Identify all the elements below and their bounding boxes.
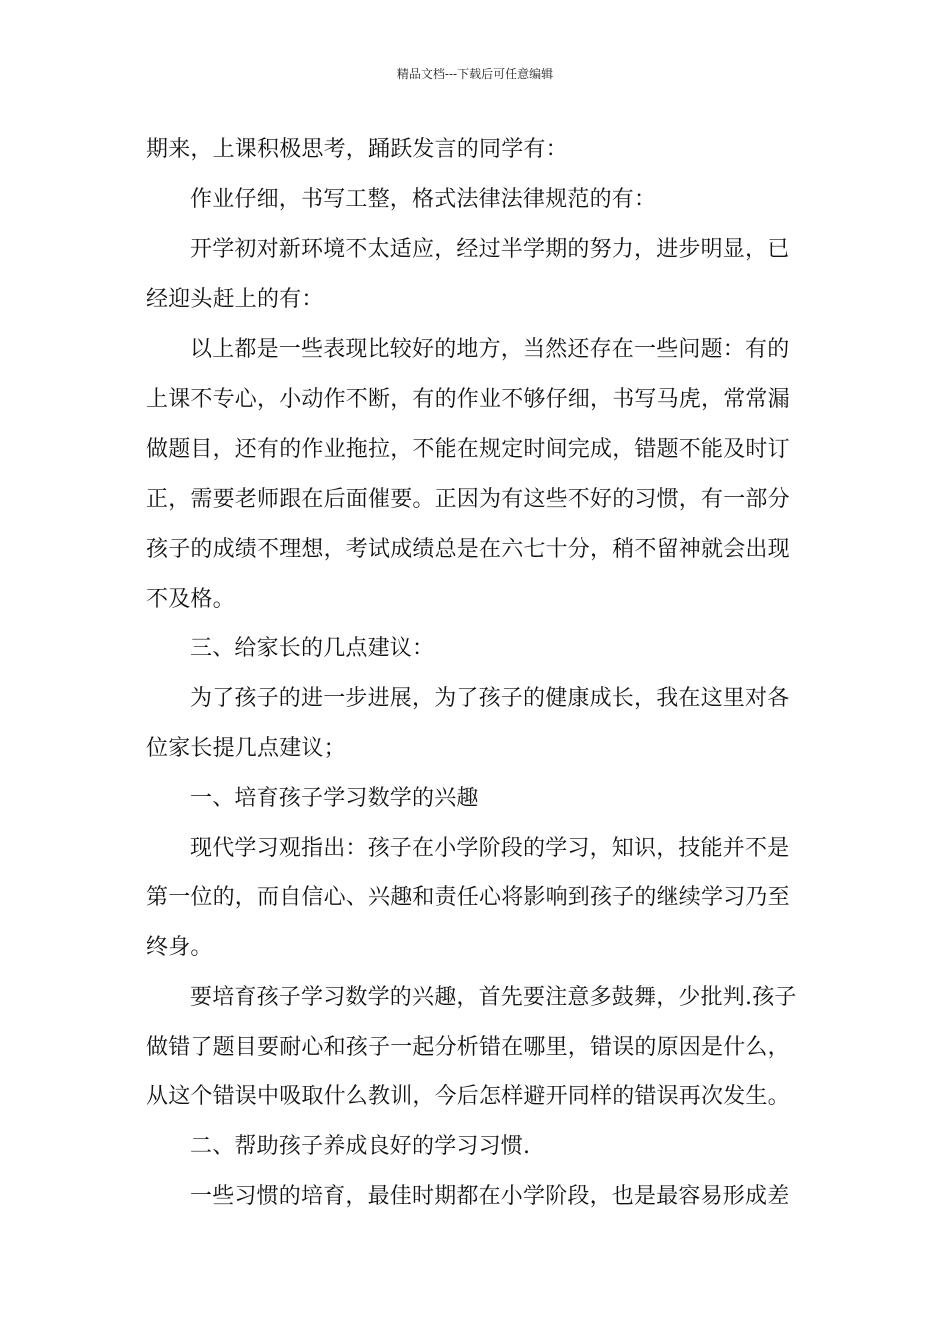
text-line: 做错了题目要耐心和孩子一起分析错在哪里，错误的原因是什么，: [146, 1035, 790, 1060]
text-line: 做题目，还有的作业拖拉，不能在规定时间完成，错题不能及时订: [146, 437, 790, 462]
text-line: 经迎头赶上的有：: [146, 287, 324, 312]
text-line: 期来，上课积极思考，踊跃发言的同学有：: [146, 137, 568, 162]
page-header: 精品文档---下载后可任意编辑: [396, 67, 554, 81]
text-line: 作业仔细，书写工整，格式法律法律规范的有：: [190, 187, 657, 212]
text-line: 一、培育孩子学习数学的兴趣: [190, 786, 479, 811]
text-line: 第一位的，而自信心、兴趣和责任心将影响到孩子的继续学习乃至: [146, 885, 790, 910]
text-line: 三、给家长的几点建议：: [190, 636, 435, 661]
text-line: 上课不专心，小动作不断，有的作业不够仔细，书写马虎，常常漏: [146, 387, 790, 412]
text-line: 孩子的成绩不理想，考试成绩总是在六七十分，稍不留神就会出现: [146, 537, 790, 562]
text-line: 现代学习观指出：孩子在小学阶段的学习，知识，技能并不是: [190, 836, 790, 861]
text-line: 终身。: [146, 935, 213, 960]
text-line: 位家长提几点建议；: [146, 736, 346, 761]
text-line: 正，需要老师跟在后面催要。正因为有这些不好的习惯，有一部分: [146, 487, 790, 512]
text-line: 以上都是一些表现比较好的地方，当然还存在一些问题：有的: [190, 337, 790, 362]
text-line: 不及格。: [146, 587, 235, 612]
text-line: 从这个错误中吸取什么教训，今后怎样避开同样的错误再次发生。: [146, 1084, 790, 1109]
text-line: 一些习惯的培育，最佳时期都在小学阶段，也是最容易形成差: [190, 1184, 790, 1209]
text-line: 为了孩子的进一步进展，为了孩子的健康成长，我在这里对各: [190, 686, 790, 711]
text-line: 要培育孩子学习数学的兴趣，首先要注意多鼓舞，少批判.孩子: [190, 985, 797, 1010]
text-line: 二、帮助孩子养成良好的学习习惯.: [190, 1134, 531, 1159]
text-line: 开学初对新环境不太适应，经过半学期的努力，进步明显，已: [190, 237, 790, 262]
